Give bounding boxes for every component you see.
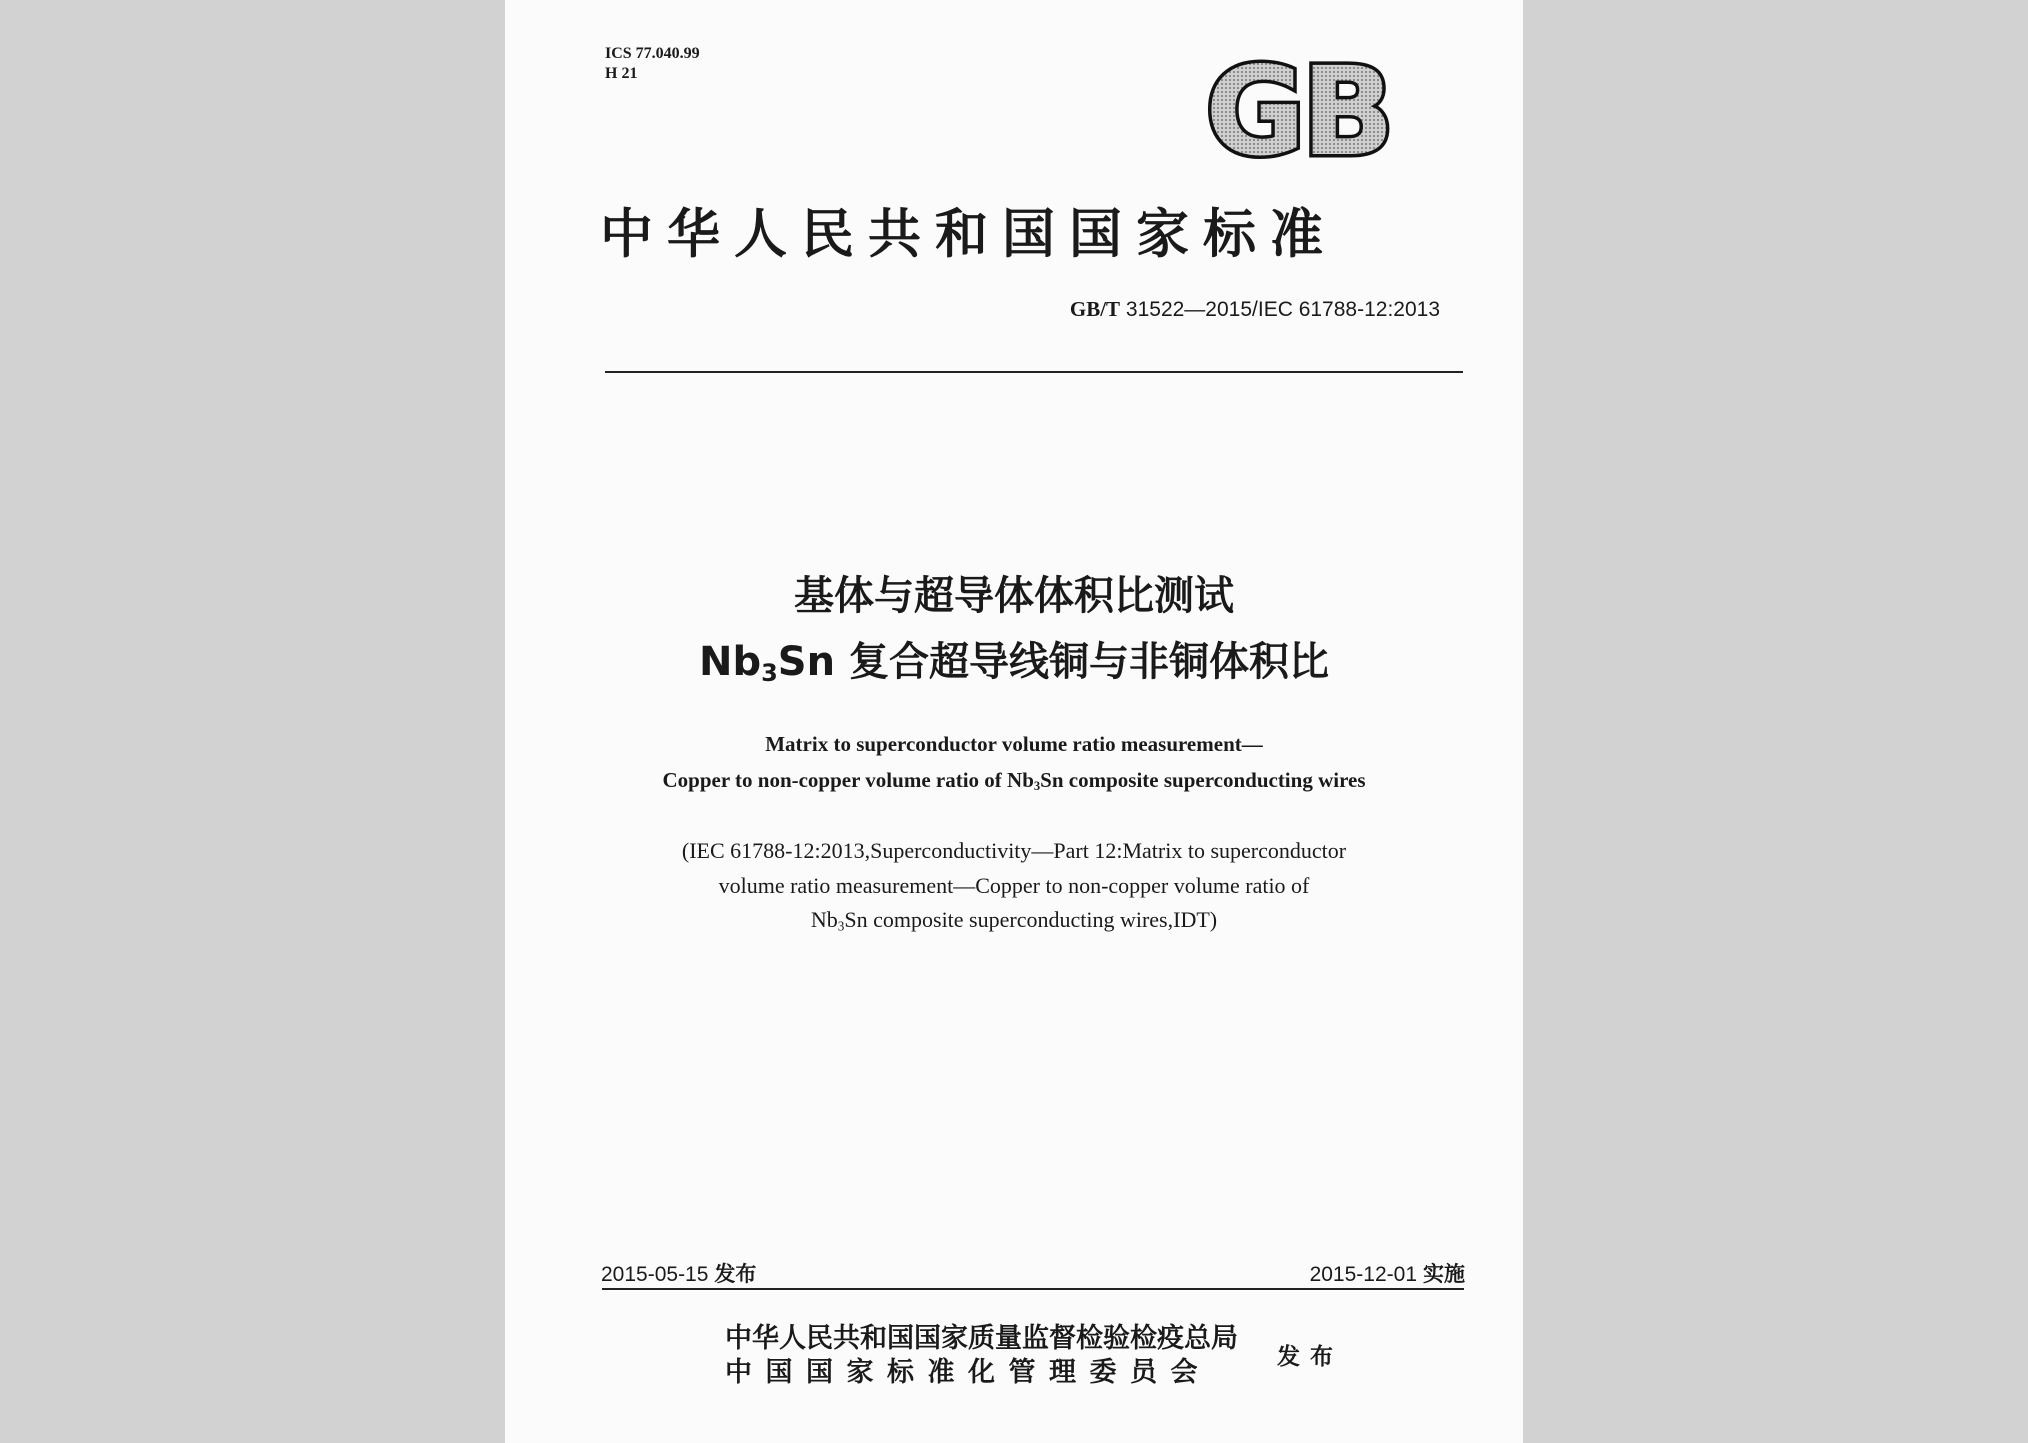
national-standard-title: 中华人民共和国国家标准 xyxy=(600,203,1337,265)
english-title-line-2-rest: Sn composite superconducting wires xyxy=(1040,768,1366,792)
implementation-date-value: 2015-12-01 xyxy=(1309,1263,1417,1286)
standard-number-rest: 31522—2015/IEC 61788-12:2013 xyxy=(1125,298,1440,321)
ccs-code: H 21 xyxy=(605,65,638,82)
standard-number-prefix: GB/T xyxy=(1069,297,1121,321)
iec-reference-formula: Nb xyxy=(810,907,838,932)
english-title-subscript: 3 xyxy=(1033,779,1041,794)
issue-date-label: 发布 xyxy=(714,1262,757,1286)
chinese-title-line-2-text: Sn 复合超导线铜与非铜体积比 xyxy=(777,639,1330,685)
iec-reference-line-1: (IEC 61788-12:2013,Superconductivity—Part 12:Matrix to superconductor xyxy=(681,838,1347,863)
standard-number xyxy=(985,297,1440,322)
svg-text:GB: GB xyxy=(1205,58,1391,168)
iec-reference-line-2: volume ratio measurement—Copper to non-copper volume ratio of xyxy=(718,873,1310,898)
english-title-line-2 xyxy=(505,763,1523,797)
chinese-title-formula: Nb xyxy=(698,639,762,685)
document-page xyxy=(505,0,1523,1443)
gb-logo-icon xyxy=(1188,58,1408,168)
iec-reference-subscript: 3 xyxy=(837,918,845,934)
chinese-title-line-1: 基体与超导体体积比测试 xyxy=(794,573,1234,619)
implementation-date-label: 实施 xyxy=(1423,1262,1465,1286)
classification-codes xyxy=(605,44,700,84)
publish-label: 发布 xyxy=(1277,1343,1343,1370)
footer-divider xyxy=(602,1288,1464,1290)
issue-date xyxy=(601,1258,756,1288)
iec-reference-line-3-text: Sn composite superconducting wires,IDT) xyxy=(844,907,1218,932)
chinese-title-subscript: 3 xyxy=(761,659,778,687)
issue-date-value: 2015-05-15 xyxy=(601,1263,709,1286)
header-divider xyxy=(605,371,1463,373)
issuer-line-2: 中国国家标准化管理委员会 xyxy=(725,1357,1211,1388)
ics-code: ICS 77.040.99 xyxy=(605,45,700,62)
iec-reference-line-3 xyxy=(505,902,1523,937)
chinese-title-line-2 xyxy=(505,638,1523,686)
implementation-date xyxy=(1310,1258,1465,1288)
english-title-line-2-text: Copper to non-copper volume ratio of Nb xyxy=(662,768,1034,792)
english-title-line-1: Matrix to superconductor volume ratio measurement— xyxy=(765,732,1263,756)
issuer-line-1: 中华人民共和国国家质量监督检验检疫总局 xyxy=(725,1323,1238,1354)
